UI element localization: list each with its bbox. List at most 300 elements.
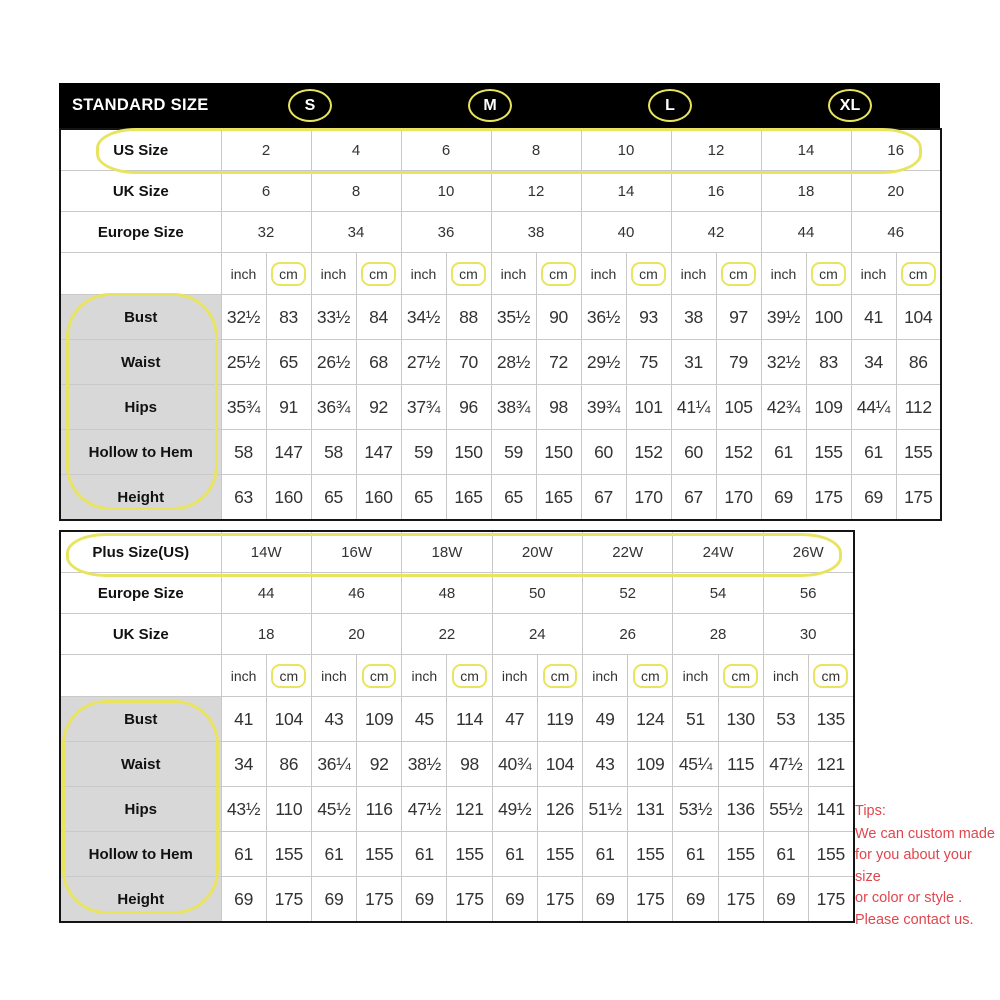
cell-value: 45¼ — [678, 753, 713, 774]
value-cell — [357, 787, 402, 832]
value-cell — [896, 295, 941, 340]
cm-highlight: cm — [451, 262, 486, 286]
value-cell — [447, 877, 492, 923]
value-cell — [492, 832, 537, 877]
cell-value: 6 — [441, 141, 451, 159]
cell-value: 115 — [727, 753, 755, 774]
cm-highlight: cm — [811, 262, 846, 286]
cell-value: 126 — [545, 798, 575, 819]
cell-value: 35½ — [496, 306, 531, 327]
value-cell — [537, 742, 582, 787]
cell-value: 20 — [348, 625, 365, 643]
value-cell — [401, 340, 446, 385]
value-cell — [851, 385, 896, 430]
cell-value: 67 — [684, 486, 703, 507]
value-cell — [311, 212, 401, 253]
cell-value: 40 — [617, 223, 635, 241]
value-cell — [446, 253, 491, 295]
cell-value: 59 — [414, 441, 433, 462]
cell-value: 27½ — [406, 351, 441, 372]
value-cell — [311, 742, 356, 787]
value-cell — [401, 430, 446, 475]
cm-highlight: cm — [541, 262, 576, 286]
cell-value: 155 — [904, 441, 933, 462]
table-row — [60, 742, 854, 787]
cell-value: 155 — [455, 843, 484, 864]
cell-value: 175 — [904, 486, 933, 507]
value-cell — [536, 340, 581, 385]
cell-value: 61 — [324, 843, 344, 864]
cell-value: 175 — [274, 888, 303, 909]
value-cell — [896, 253, 941, 295]
cell-value: 96 — [459, 396, 478, 417]
cell-value: inch — [230, 265, 257, 282]
cell-value: inch — [321, 667, 347, 684]
cell-value: 16 — [707, 182, 725, 200]
value-cell — [447, 742, 492, 787]
size-letter-circle: M — [468, 89, 512, 122]
cell-value: 41 — [864, 306, 883, 327]
value-cell — [761, 212, 851, 253]
table-row — [60, 877, 854, 923]
cell-value: 38 — [527, 223, 545, 241]
size-letter-group — [220, 89, 940, 122]
value-cell — [851, 475, 896, 521]
value-cell — [266, 787, 311, 832]
value-cell — [311, 697, 356, 742]
cell-value: 72 — [549, 351, 568, 372]
value-cell — [763, 742, 808, 787]
cell-value: 14 — [797, 141, 815, 159]
value-cell — [221, 385, 266, 430]
cell-value: 16 — [887, 141, 905, 159]
value-cell — [851, 212, 941, 253]
cell-value: inch — [410, 265, 437, 282]
value-cell — [491, 129, 581, 171]
value-cell — [671, 171, 761, 212]
table-row — [60, 531, 854, 573]
cell-value: 68 — [369, 351, 388, 372]
row-label: Hips — [60, 787, 221, 832]
row-label — [60, 253, 221, 295]
value-cell — [492, 742, 537, 787]
cell-value: 124 — [636, 708, 665, 729]
value-cell — [851, 171, 941, 212]
cell-value: 28 — [709, 625, 727, 643]
cm-highlight: cm — [723, 664, 758, 688]
cell-value: 104 — [545, 753, 575, 774]
value-cell — [536, 430, 581, 475]
cell-value: 116 — [365, 798, 393, 819]
cell-value: 141 — [816, 798, 845, 819]
cell-value: 34 — [234, 753, 254, 774]
cell-value: 38½ — [407, 753, 441, 774]
value-cell — [718, 832, 763, 877]
value-cell — [896, 340, 941, 385]
cell-value: 121 — [455, 798, 484, 819]
value-cell — [673, 573, 763, 614]
cell-value: 104 — [904, 306, 933, 327]
value-cell — [356, 430, 401, 475]
cell-value: 35¾ — [226, 396, 261, 417]
cell-value: 69 — [505, 888, 525, 909]
cell-value: 92 — [369, 396, 388, 417]
cell-value: 18 — [257, 625, 275, 643]
cell-value: 83 — [819, 351, 838, 372]
row-label: Bust — [60, 697, 221, 742]
cell-value: 45½ — [317, 798, 351, 819]
cell-value: 36 — [437, 223, 455, 241]
size-letter-circle: XL — [828, 89, 872, 122]
value-cell — [357, 832, 402, 877]
value-cell — [402, 877, 447, 923]
value-cell — [491, 253, 536, 295]
cell-value: 46 — [348, 584, 365, 602]
cell-value: 52 — [619, 584, 637, 602]
cell-value: 65 — [324, 486, 343, 507]
value-cell — [221, 171, 311, 212]
cell-value: 155 — [814, 441, 843, 462]
value-cell — [583, 877, 628, 923]
cell-value: 53 — [776, 708, 796, 729]
value-cell — [718, 655, 763, 697]
value-cell — [402, 655, 447, 697]
value-cell — [806, 430, 851, 475]
value-cell — [581, 171, 671, 212]
value-cell — [311, 430, 356, 475]
size-group — [400, 89, 580, 122]
cell-value: 37¾ — [406, 396, 441, 417]
value-cell — [671, 430, 716, 475]
value-cell — [626, 430, 671, 475]
cell-value: 175 — [365, 888, 394, 909]
cell-value: 61 — [595, 843, 615, 864]
value-cell — [491, 430, 536, 475]
cell-value: 91 — [279, 396, 298, 417]
value-cell — [671, 129, 761, 171]
value-cell — [626, 385, 671, 430]
table-row — [60, 171, 941, 212]
value-cell — [536, 253, 581, 295]
value-cell — [491, 295, 536, 340]
cell-value: 112 — [904, 396, 932, 417]
value-cell — [581, 212, 671, 253]
value-cell — [311, 573, 401, 614]
value-cell — [716, 385, 761, 430]
cell-value: 61 — [864, 441, 883, 462]
value-cell — [221, 340, 266, 385]
cm-highlight: cm — [452, 664, 487, 688]
value-cell — [221, 787, 266, 832]
cell-value: 61 — [774, 441, 793, 462]
cm-highlight: cm — [271, 262, 306, 286]
row-label: Height — [60, 877, 221, 923]
cm-highlight: cm — [631, 262, 666, 286]
value-cell — [583, 614, 673, 655]
cell-value: 8 — [351, 182, 361, 200]
cell-value: 114 — [456, 708, 484, 729]
value-cell — [266, 430, 311, 475]
value-cell — [896, 475, 941, 521]
value-cell — [356, 295, 401, 340]
value-cell — [761, 340, 806, 385]
value-cell — [716, 430, 761, 475]
value-cell — [626, 340, 671, 385]
value-cell — [537, 655, 582, 697]
value-cell — [266, 253, 311, 295]
cell-value: inch — [592, 667, 618, 684]
value-cell — [401, 295, 446, 340]
value-cell — [221, 655, 266, 697]
cell-value: 40¾ — [498, 753, 532, 774]
value-cell — [221, 129, 311, 171]
value-cell — [402, 787, 447, 832]
value-cell — [311, 171, 401, 212]
cell-value: 79 — [729, 351, 748, 372]
cell-value: 22 — [438, 625, 456, 643]
value-cell — [311, 340, 356, 385]
cell-value: 41 — [234, 708, 254, 729]
value-cell — [356, 475, 401, 521]
cell-value: 18 — [797, 182, 815, 200]
row-label: Bust — [60, 295, 221, 340]
value-cell — [583, 742, 628, 787]
cell-value: 14 — [617, 182, 635, 200]
cell-value: 109 — [636, 753, 665, 774]
value-cell — [626, 253, 671, 295]
value-cell — [266, 475, 311, 521]
value-cell — [806, 295, 851, 340]
cell-value: 42 — [707, 223, 725, 241]
value-cell — [492, 614, 582, 655]
cell-value: 69 — [595, 888, 615, 909]
value-cell — [581, 129, 671, 171]
value-cell — [492, 531, 582, 573]
table-row — [60, 697, 854, 742]
tips-line: for you about your size — [855, 847, 972, 885]
value-cell — [221, 253, 266, 295]
value-cell — [673, 697, 718, 742]
cell-value: 43½ — [227, 798, 261, 819]
plus-size-table — [59, 530, 855, 923]
value-cell — [491, 475, 536, 521]
value-cell — [356, 253, 401, 295]
row-label: UK Size — [60, 171, 221, 212]
value-cell — [896, 430, 941, 475]
value-cell — [581, 475, 626, 521]
cell-value: 42¾ — [766, 396, 801, 417]
cell-value: 12 — [527, 182, 545, 200]
cell-value: 36¾ — [316, 396, 351, 417]
value-cell — [402, 742, 447, 787]
value-cell — [537, 877, 582, 923]
cell-value: 93 — [639, 306, 658, 327]
cell-value: 65 — [414, 486, 433, 507]
cell-value: 98 — [460, 753, 479, 774]
row-label: US Size — [60, 129, 221, 171]
cell-value: 155 — [545, 843, 575, 864]
value-cell — [536, 295, 581, 340]
cell-value: 56 — [799, 584, 817, 602]
cell-value: 34 — [864, 351, 883, 372]
plus-size-section — [59, 530, 853, 923]
cell-value: 152 — [724, 441, 753, 462]
value-cell — [221, 212, 311, 253]
table-row — [60, 430, 941, 475]
cell-value: 39½ — [766, 306, 801, 327]
value-cell — [763, 787, 808, 832]
cell-value: 38¾ — [496, 396, 531, 417]
cell-value: 130 — [726, 708, 755, 729]
value-cell — [716, 475, 761, 521]
cell-value: 12 — [707, 141, 725, 159]
row-label: Europe Size — [60, 212, 221, 253]
value-cell — [537, 832, 582, 877]
cell-value: inch — [860, 265, 887, 282]
value-cell — [851, 253, 896, 295]
table-row — [60, 655, 854, 697]
cell-value: 14W — [250, 543, 282, 561]
cell-value: inch — [680, 265, 707, 282]
value-cell — [763, 614, 853, 655]
value-cell — [583, 655, 628, 697]
value-cell — [583, 787, 628, 832]
value-cell — [671, 212, 761, 253]
cell-value: 75 — [639, 351, 658, 372]
value-cell — [221, 614, 311, 655]
value-cell — [581, 430, 626, 475]
value-cell — [718, 787, 763, 832]
cell-value: 36½ — [586, 306, 621, 327]
cell-value: 49½ — [498, 798, 532, 819]
cell-value: inch — [411, 667, 438, 684]
cell-value: 16W — [341, 543, 372, 561]
cell-value: 25½ — [226, 351, 261, 372]
cell-value: 147 — [274, 441, 303, 462]
cell-value: 155 — [274, 843, 303, 864]
cell-value: 155 — [365, 843, 394, 864]
cell-value: 121 — [816, 753, 845, 774]
cell-value: 20W — [521, 543, 553, 561]
cm-highlight: cm — [901, 262, 936, 286]
cell-value: 160 — [364, 486, 393, 507]
value-cell — [311, 877, 356, 923]
value-cell — [718, 877, 763, 923]
value-cell — [492, 573, 582, 614]
cell-value: 84 — [369, 306, 388, 327]
value-cell — [581, 295, 626, 340]
value-cell — [266, 877, 311, 923]
value-cell — [761, 129, 851, 171]
value-cell — [673, 655, 718, 697]
value-cell — [763, 832, 808, 877]
cell-value: 32½ — [766, 351, 801, 372]
cell-value: 100 — [814, 306, 843, 327]
value-cell — [851, 295, 896, 340]
tips-line: We can custom made — [855, 825, 995, 842]
value-cell — [671, 295, 716, 340]
value-cell — [763, 697, 808, 742]
value-cell — [491, 212, 581, 253]
value-cell — [446, 295, 491, 340]
cell-value: 155 — [816, 843, 845, 864]
cm-highlight: cm — [362, 664, 397, 688]
value-cell — [583, 573, 673, 614]
cell-value: 24 — [528, 625, 546, 643]
cell-value: 61 — [414, 843, 434, 864]
cm-highlight: cm — [543, 664, 578, 688]
cell-value: 83 — [279, 306, 298, 327]
cell-value: 55½ — [769, 798, 803, 819]
cell-value: 170 — [634, 486, 663, 507]
cell-value: 26 — [619, 625, 637, 643]
value-cell — [311, 129, 401, 171]
cell-value: 41¼ — [676, 396, 711, 417]
value-cell — [581, 385, 626, 430]
value-cell — [851, 129, 941, 171]
value-cell — [401, 253, 446, 295]
cell-value: 97 — [729, 306, 748, 327]
cell-value: 38 — [684, 306, 703, 327]
row-label: Waist — [60, 340, 221, 385]
value-cell — [446, 430, 491, 475]
value-cell — [628, 742, 673, 787]
value-cell — [583, 531, 673, 573]
cell-value: 92 — [369, 753, 389, 774]
row-label: Hips — [60, 385, 221, 430]
cell-value: 175 — [814, 486, 843, 507]
value-cell — [536, 475, 581, 521]
value-cell — [808, 832, 853, 877]
value-cell — [851, 430, 896, 475]
table-row — [60, 787, 854, 832]
cell-value: 51½ — [588, 798, 622, 819]
value-cell — [761, 475, 806, 521]
cell-value: 135 — [816, 708, 845, 729]
value-cell — [761, 253, 806, 295]
cell-value: 65 — [279, 351, 298, 372]
cell-value: 155 — [636, 843, 665, 864]
cell-value: 175 — [816, 888, 845, 909]
cell-value: inch — [320, 265, 347, 282]
standard-size-title: STANDARD SIZE — [72, 96, 209, 114]
cm-highlight: cm — [271, 664, 306, 688]
cell-value: 63 — [234, 486, 253, 507]
cell-value: 109 — [365, 708, 394, 729]
row-label: Hollow to Hem — [60, 832, 221, 877]
cell-value: 165 — [454, 486, 483, 507]
cell-value: 61 — [505, 843, 525, 864]
standard-size-table — [59, 128, 942, 521]
value-cell — [492, 655, 537, 697]
table-row — [60, 129, 941, 171]
cell-value: 8 — [531, 141, 541, 159]
cell-value: 20 — [887, 182, 905, 200]
value-cell — [357, 655, 402, 697]
cell-value: 60 — [684, 441, 703, 462]
tips-line: or color or style . — [855, 890, 963, 906]
cell-value: inch — [230, 667, 257, 684]
table-row — [60, 614, 854, 655]
value-cell — [447, 655, 492, 697]
value-cell — [311, 295, 356, 340]
cm-highlight: cm — [361, 262, 396, 286]
cell-value: 67 — [594, 486, 613, 507]
value-cell — [628, 655, 673, 697]
cell-value: inch — [501, 667, 528, 684]
cell-value: inch — [773, 667, 799, 684]
cell-value: 44¼ — [856, 396, 891, 417]
